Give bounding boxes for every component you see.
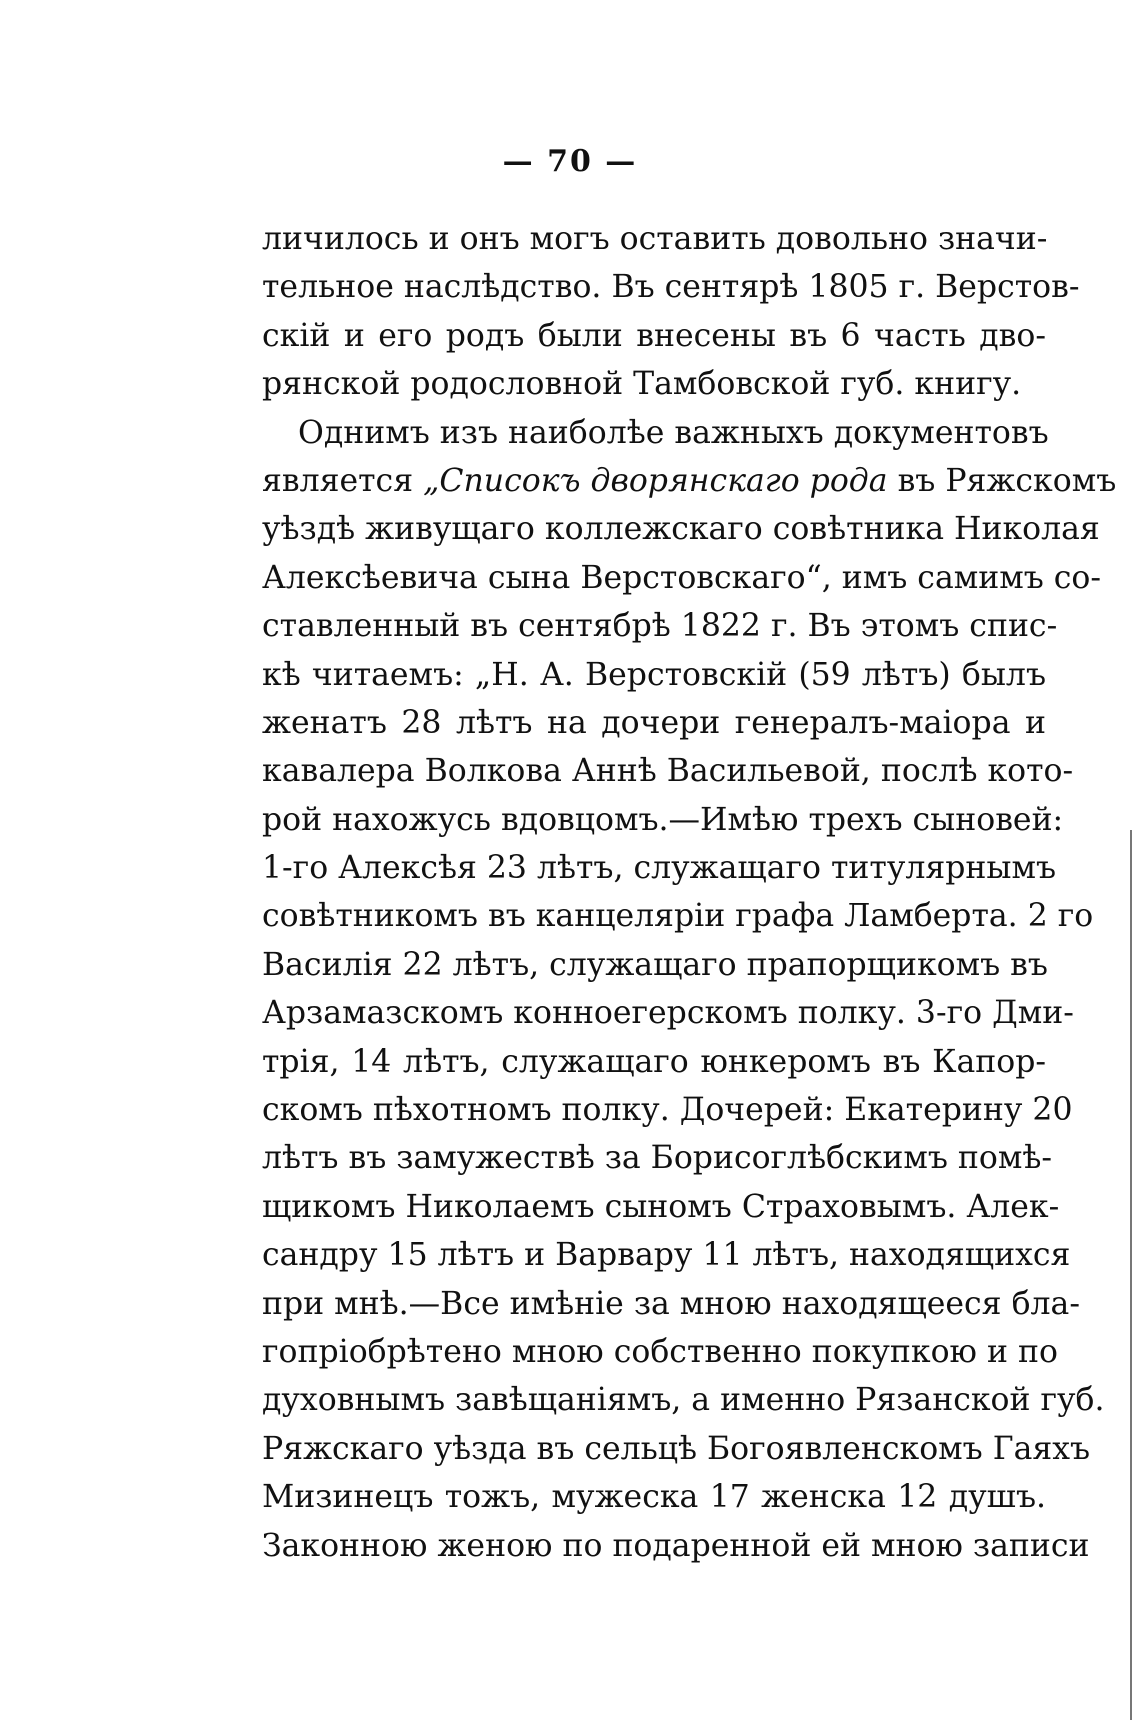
text-line: тельное наслѣдство. Въ сентярѣ 1805 г. Верстов- [262,269,1080,306]
text-line: женатъ 28 лѣтъ на дочери генералъ-маіора и [262,704,1046,741]
text-line: Мизинецъ тожъ, мужеска 17 женска 12 душъ. [262,1479,1046,1516]
text-line: сандру 15 лѣтъ и Варвару 11 лѣтъ, находящихся [262,1237,1071,1274]
body-text [262,215,1117,1570]
text-line: кѣ читаемъ: „Н. А. Верстовскій (59 лѣтъ) былъ [262,656,1046,693]
text-line: Ряжскаго уѣзда въ сельцѣ Богоявленскомъ Гаяхъ [262,1430,1091,1467]
text-line: при мнѣ.—Все имѣніе за мною находящееся бла- [262,1285,1080,1322]
text-line: Василія 22 лѣтъ, служащаго прапорщикомъ въ [262,946,1048,983]
text-line: духовнымъ завѣщаніямъ, а именно Рязанской губ. [262,1382,1105,1419]
document-title-italic: „Списокъ дворянскаго рода [423,462,888,499]
text-line: Алексѣевича сына Верстовскаго“, имъ самимъ со- [262,559,1102,596]
text-line: личилось и онъ могъ оставить довольно значи- [262,221,1048,257]
text-line: щикомъ Николаемъ сыномъ Страховымъ. Алек- [262,1188,1060,1225]
scan-edge-divider [1130,830,1132,1720]
text-line: лѣтъ въ замужествѣ за Борисоглѣбскимъ помѣ- [262,1140,1053,1177]
text-line: уѣздѣ живущаго коллежскаго совѣтника Николая [262,511,1100,548]
page-number: — 70 — [502,144,638,179]
text-line: кавалера Волкова Аннѣ Васильевой, послѣ кото- [262,753,1074,790]
text-line: Арзамазскомъ конноегерскомъ полку. 3-го Дми- [262,995,1074,1032]
text-segment: въ Ряжскомъ [887,462,1117,499]
text-segment: является [262,462,424,499]
text-line: гопріобрѣтено мною собственно покупкою и по [262,1333,1058,1370]
text-line: Законною женою по подаренной ей мною записи [262,1527,1090,1564]
text-line: рой нахожусь вдовцомъ.—Имѣю трехъ сыновей: [262,801,1064,838]
text-line: трія, 14 лѣтъ, служащаго юнкеромъ въ Капор- [262,1043,1046,1080]
text-line: совѣтникомъ въ канцеляріи графа Ламберта. 2 го [262,898,1094,935]
text-line: скомъ пѣхотномъ полку. Дочерей: Екатерину 20 [262,1092,1073,1129]
text-line: скій и его родъ были внесены въ 6 часть дво- [262,317,1046,354]
text-line: рянской родословной Тамбовской губ. книгу. [262,366,1022,403]
text-line: ставленный въ сентябрѣ 1822 г. Въ этомъ спис- [262,608,1058,645]
text-line: 1-го Алексѣя 23 лѣтъ, служащаго титулярнымъ [262,850,1057,887]
text-line-with-title [262,457,1117,505]
text-line: Однимъ изъ наиболѣе важныхъ документовъ [298,414,1049,451]
